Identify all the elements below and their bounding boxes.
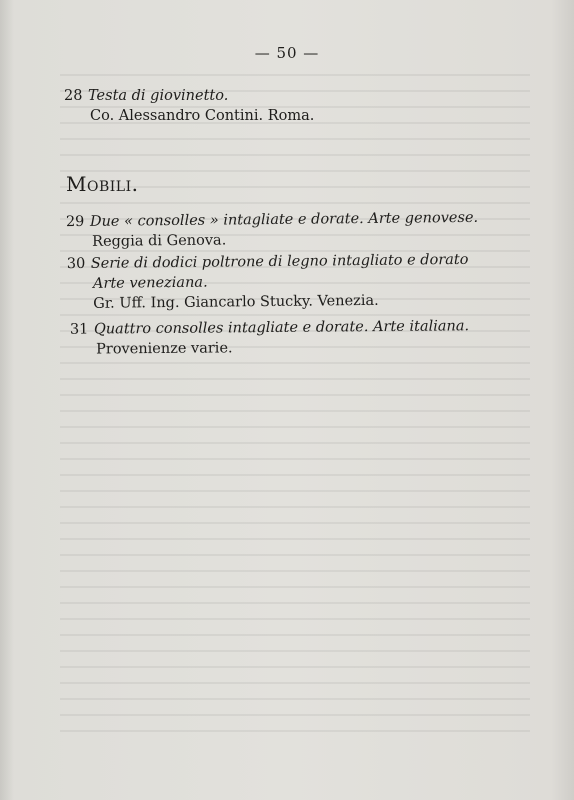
entry-owner: Provenienze varie. [96,340,233,358]
entry-number: 30 [66,255,86,273]
entry-title: Serie di dodici poltrone di legno intagliato e dorato [90,251,469,272]
page-number: — 50 — [254,44,320,62]
catalog-entry-31 [70,316,470,359]
catalog-entry-28 [64,86,314,126]
entry-number: 31 [69,321,89,338]
section-title: Mobili. [66,172,139,196]
entry-owner: Co. Alessandro Contini. Roma. [90,108,315,124]
entry-title-continuation: Arte veneziana. [92,274,208,292]
entry-owner: Gr. Uff. Ing. Giancarlo Stucky. Venezia. [93,292,379,312]
entry-title: Testa di giovinetto. [88,88,229,104]
catalog-entry-30 [67,250,469,314]
entry-owner: Reggia di Genova. [92,232,227,250]
catalog-entry-29 [66,208,479,252]
section-heading [66,172,138,196]
entry-number: 28 [64,88,83,104]
entry-title: Due « consolles » intagliate e dorate. Arte genovese. [89,209,479,230]
show-through-texture [60,60,530,740]
entry-title: Quattro consolles intagliate e dorate. Arte italiana. [93,318,470,338]
entry-number: 29 [65,213,85,231]
